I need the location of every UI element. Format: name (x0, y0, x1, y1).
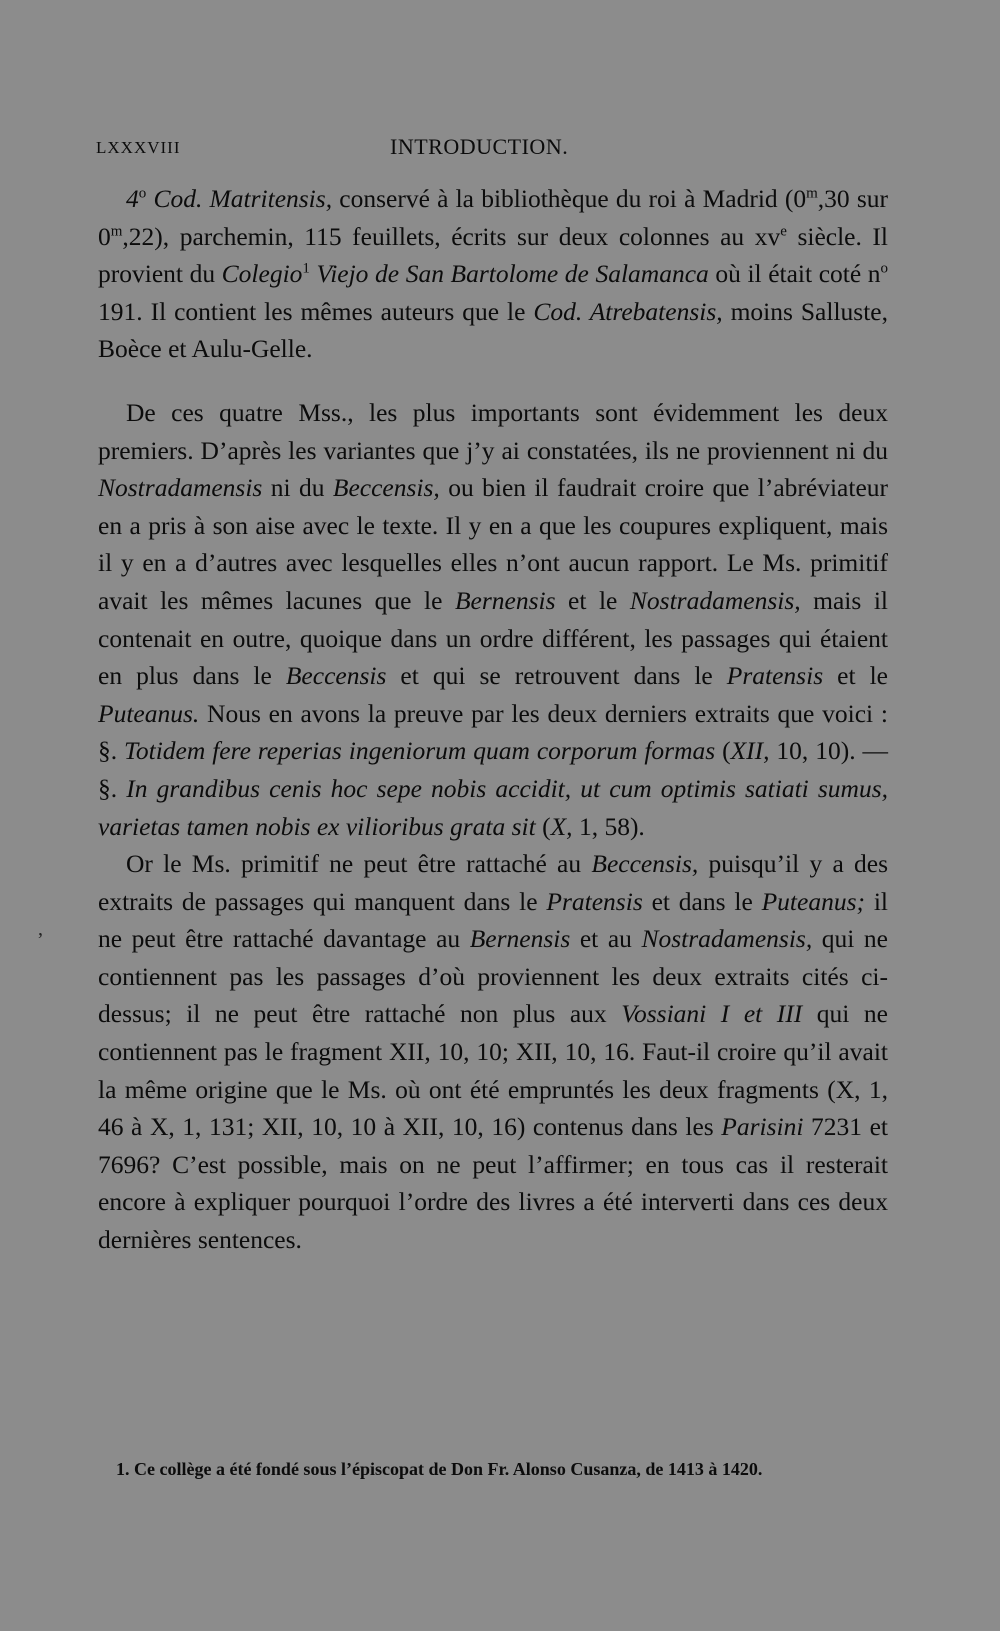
text-run: il ne peut être rattaché davantage au (98, 886, 888, 954)
text-run: Or le Ms. primitif ne peut être rattaché au (126, 849, 592, 879)
superscript: e (780, 223, 787, 240)
italic-text: 4 (126, 184, 139, 213)
text-run: ,30 sur 0 (98, 184, 888, 251)
italic-text: Beccensis (285, 661, 387, 691)
body-text (98, 180, 888, 1259)
italic-text: Vossiani I et III (621, 999, 803, 1029)
italic-text: Nostradamensis, (629, 585, 801, 615)
text-run: De ces quatre Mss., les plus importants sont évidemment les deux premiers. D’après les variantes que j’y ai constatées, ils ne proviennent ni du (98, 397, 888, 465)
text-run: ni du (262, 473, 333, 503)
text-run: ,22), parchemin, 115 feuillets, écrits sur deux colonnes au xv (122, 221, 781, 251)
footnote (96, 1456, 886, 1483)
italic-text: Totidem fere reperias ingeniorum quam corporum formas (124, 736, 716, 766)
superscript: m (110, 223, 123, 240)
superscript: o (880, 260, 889, 277)
superscript: o (138, 185, 147, 202)
paragraph-manuscript-matritensis (98, 180, 888, 368)
superscript: 1 (302, 260, 310, 277)
text-run: moins Salluste, Boèce et Aulu-Gelle. (98, 296, 888, 364)
italic-text: Pratensis (726, 661, 824, 691)
italic-text: Puteanus. (98, 698, 200, 728)
text-run: et le (823, 661, 888, 691)
paragraph-conclusion (98, 845, 888, 1259)
text-run: qui ne contiennent pas les passages d’où proviennent les deux extraits cités ci-dessus; il ne peut être rattaché non plus aux (98, 924, 888, 1029)
margin-mark: , (38, 918, 43, 940)
text-run: conservé à la bibliothèque du roi à Madrid (0 (332, 184, 807, 213)
text-run: siècle. Il provient du (98, 221, 888, 289)
footnote-text: 1. Ce collège a été fondé sous l’épiscopat de Don Fr. Alonso Cusanza, de 1413 à 1420. (116, 1459, 763, 1479)
text-run: mais il contenait en outre, quoique dans un ordre différent, les passages qui étaient en plus dans le (98, 585, 888, 691)
text-run: 191. Il contient les mêmes auteurs que le (98, 296, 534, 326)
italic-text: Nostradamensis (98, 473, 263, 503)
page-header (96, 134, 886, 164)
text-run: ou bien il faudrait croire que l’abréviateur en a pris à son aise avec le texte. Il y en a que les coupures expliquent, mais il y en a d’autres avec lesquelles elles n’ont aucun rapport. Le Ms. primitif avait les mêmes lacunes que le (98, 473, 888, 615)
italic-text: In grandibus cenis hoc sepe nobis accidit, ut cum optimis satiati sumus, varietas tamen nobis ex vilioribus grata sit (98, 773, 889, 841)
italic-text: Cod. Matritensis, (146, 184, 333, 213)
italic-text: Bernensis (454, 585, 556, 615)
italic-text: X, (550, 811, 573, 841)
text-run: Nous en avons la preuve par les deux derniers extraits que voici : §. (98, 698, 888, 766)
text-run: 10, 10). — §. (98, 736, 888, 803)
text-run: et le (555, 585, 630, 615)
text-run: qui ne contiennent pas le fragment XII, 10, 10; XII, 10, 16. Faut-il croire qu’il avait la même origine que le Ms. où ont été empruntés les deux fragments (X, 1, 46 à X, 1, 131; XII, 10, 10 à XII, 10, 16) contenus dans les (98, 999, 888, 1142)
italic-text: Bernensis (469, 924, 571, 954)
italic-text: XII, (730, 736, 770, 766)
text-run: et qui se retrouvent dans le (386, 661, 727, 691)
text-run: 1, 58). (572, 811, 645, 841)
italic-text: Colegio (221, 259, 303, 289)
italic-text: Beccensis, (591, 849, 699, 879)
page-number: LXXXVIII (96, 138, 181, 157)
italic-text: Cod. Atrebatensis, (533, 296, 723, 326)
italic-text: Pratensis (546, 886, 643, 916)
paragraph-comparison (98, 394, 888, 845)
text-run: et au (570, 924, 642, 954)
italic-text: Viejo de San Bartolome de Salamanca (309, 259, 709, 289)
text-run: où il était coté n (708, 259, 881, 289)
italic-text: Parisini (721, 1112, 804, 1142)
text-run: 7231 et 7696? C’est possible, mais on ne peut l’affirmer; en tous cas il resterait encore à expliquer pourquoi l’ordre des livres a été interverti dans ces deux dernières sentences. (98, 1112, 889, 1255)
running-title: INTRODUCTION. (390, 134, 569, 159)
text-run: puisqu’il y a des extraits de passages qui manquent dans le (98, 849, 889, 916)
italic-text: Puteanus; (761, 886, 865, 916)
superscript: m (806, 185, 818, 202)
text-run: et dans le (642, 886, 762, 916)
italic-text: Nostradamensis, (641, 924, 813, 954)
text-run: ( (715, 736, 731, 766)
text-run: ( (535, 811, 551, 841)
italic-text: Beccensis, (332, 473, 440, 503)
